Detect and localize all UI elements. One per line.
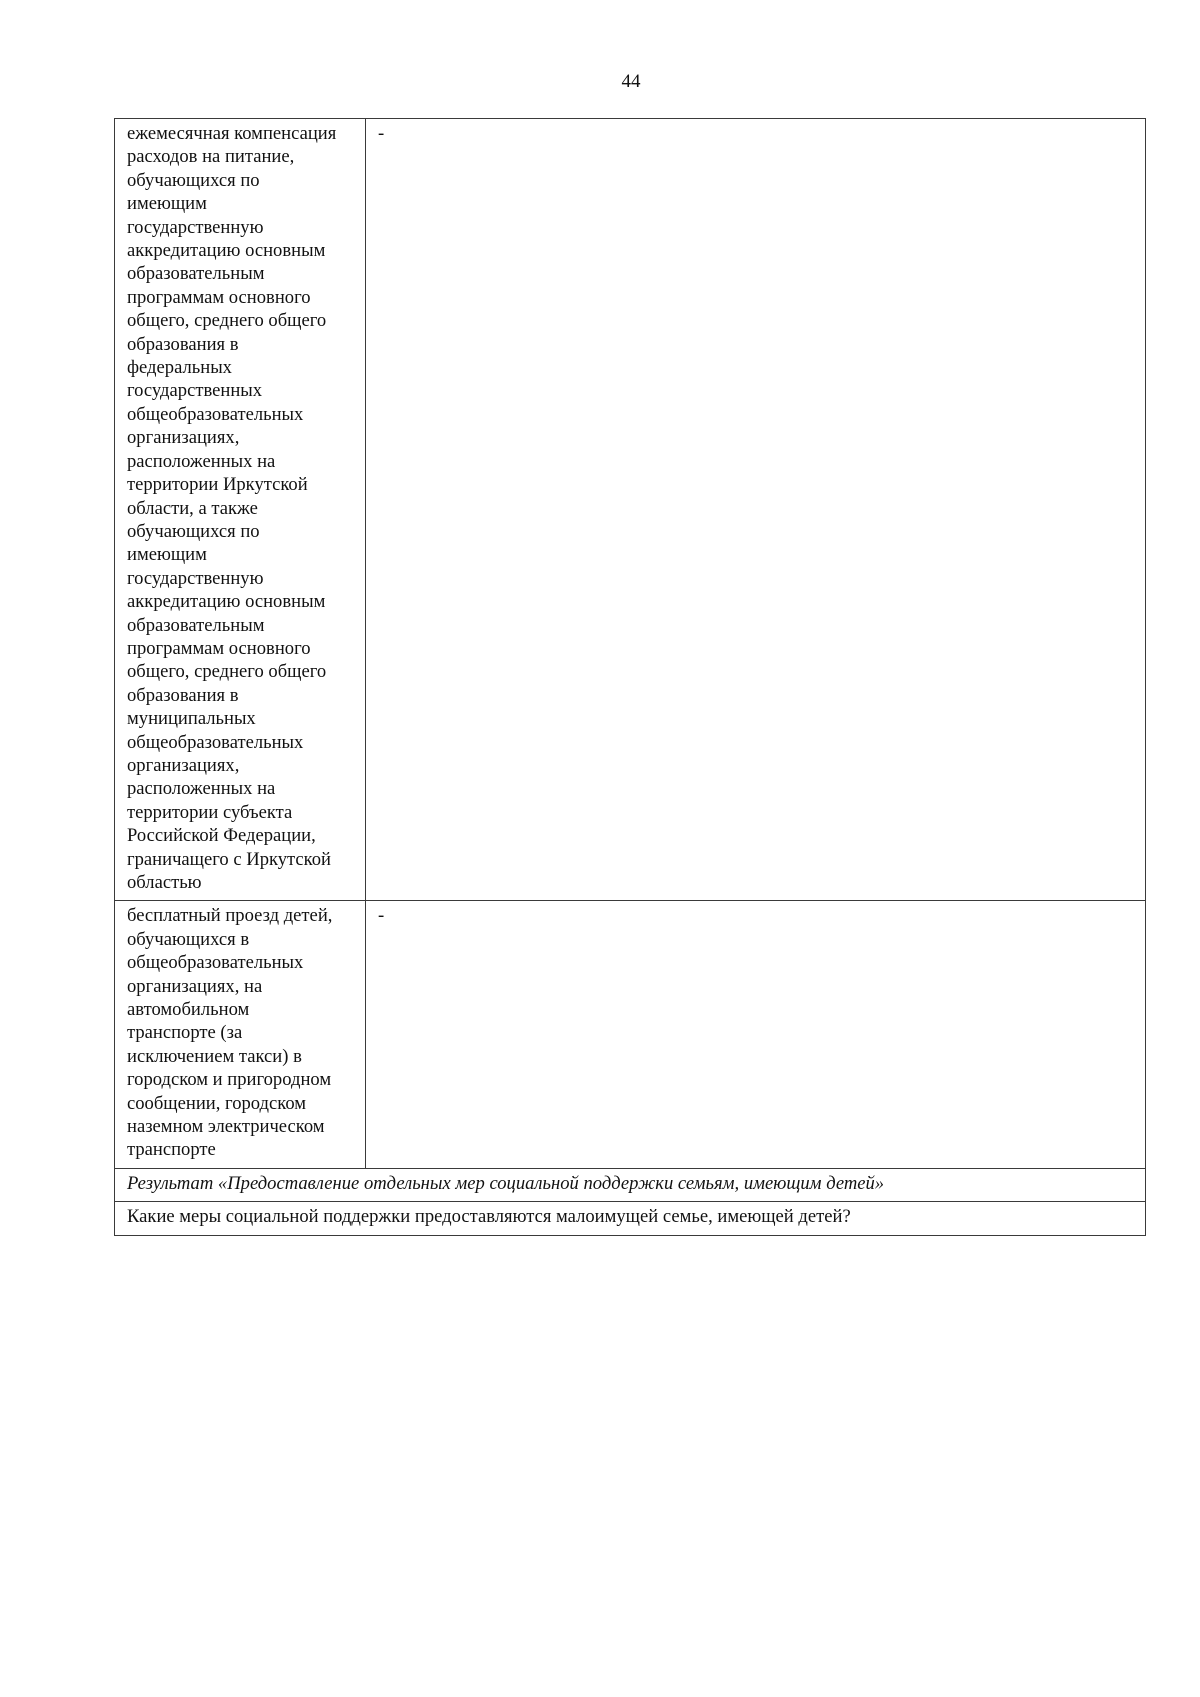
text-line: программам основного [127,286,311,308]
text-line: общеобразовательных [127,731,304,753]
text-line: обучающихся в [127,928,250,950]
question-row [115,1202,1146,1235]
text-line: организациях, [127,754,240,776]
measures-table [114,118,1146,1236]
measure-value: - [378,905,385,927]
text-line: сообщении, городском [127,1092,307,1114]
text-line: расходов на питание, [127,146,295,168]
text-line: образования в [127,333,239,355]
text-line: программам основного [127,637,311,659]
text-line: ежемесячная компенсация [127,123,337,144]
text-line: общего, среднего общего [127,310,327,332]
text-line: организациях, [127,427,240,449]
text-line: транспорте [127,1139,216,1161]
text-line: Российской Федерации, [127,825,316,847]
result-heading: Результат «Предоставление отдельных мер социальной поддержки семьям, имеющим детей» [115,1168,1146,1201]
text-line: расположенных на [127,450,276,472]
measure-name-cell [115,119,366,901]
text-line: обучающихся по [127,169,260,191]
measure-value-cell [366,901,1146,1168]
table-row [115,119,1146,901]
text-line: имеющим [127,193,207,215]
page-number: 44 [621,71,641,92]
text-line: территории субъекта [127,801,293,823]
measure-value: - [378,123,385,144]
text-line: расположенных на [127,778,276,800]
text-line: общеобразовательных [127,403,304,425]
measure-name-cell [115,901,366,1168]
text-line: областью [127,872,202,893]
text-line: образовательным [127,614,265,636]
text-line: государственных [127,380,263,402]
question-text: Какие меры социальной поддержки предоставляются малоимущей семье, имеющей детей? [115,1202,1146,1235]
text-line: исключением такси) в [127,1045,302,1067]
text-line: общего, среднего общего [127,661,327,683]
text-line: области, а также [127,497,258,519]
text-line: имеющим [127,544,207,566]
text-line: граничащего с Иркутской [127,848,331,870]
text-line: автомобильном [127,999,250,1021]
text-line: городском и пригородном [127,1069,332,1091]
text-line: наземном электрическом [127,1116,325,1138]
text-line: общеобразовательных [127,952,304,974]
result-row [115,1168,1146,1201]
text-line: территории Иркутской [127,474,308,496]
text-line: образовательным [127,263,265,285]
measure-name-text [127,904,353,1161]
text-line: образования в [127,684,239,706]
measure-name-text [127,122,353,894]
table-row [115,901,1146,1168]
text-line: муниципальных [127,708,256,730]
text-line: государственную [127,567,264,589]
text-line: транспорте (за [127,1022,243,1044]
text-line: обучающихся по [127,520,260,542]
text-line: государственную [127,216,264,238]
text-line: бесплатный проезд детей, [127,905,333,927]
text-line: аккредитацию основным [127,591,326,613]
text-line: федеральных [127,357,232,379]
text-line: аккредитацию основным [127,240,326,262]
measure-value-cell [366,119,1146,901]
text-line: организациях, на [127,975,263,997]
